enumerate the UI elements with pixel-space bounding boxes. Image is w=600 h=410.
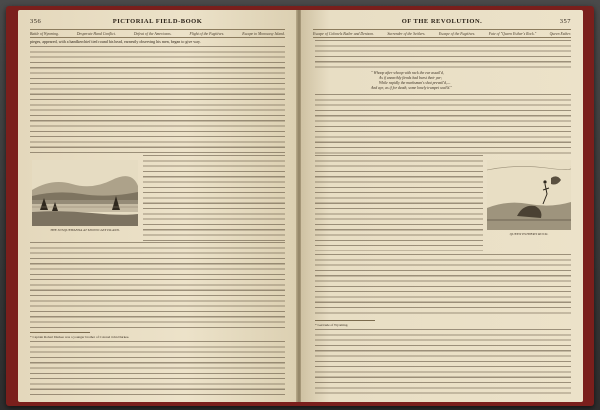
right-body-wrap-text	[315, 155, 483, 251]
right-subhead: Fate of "Queen Esther's Rock."	[488, 31, 537, 36]
left-running-head	[30, 18, 285, 28]
left-footnotes	[30, 341, 285, 396]
left-body-text-block	[30, 46, 285, 154]
verse-block	[371, 71, 561, 91]
footnote-rule	[30, 332, 90, 333]
left-body-text-lower	[30, 242, 285, 328]
right-running-head	[313, 18, 571, 28]
queen-esthers-rock-engraving	[487, 160, 571, 230]
left-subheads	[30, 29, 285, 38]
left-subhead: Battle of Wyoming.	[30, 31, 59, 36]
left-page-number: 356	[30, 18, 42, 25]
left-figure-caption: THE SUSQUEHANNA AT MONOCASY ISLAND.	[50, 228, 120, 232]
right-subhead: Surrender of the Settlers.	[387, 31, 426, 36]
left-page	[18, 10, 297, 402]
left-running-title: PICTORIAL FIELD-BOOK	[112, 18, 203, 25]
right-page	[301, 10, 583, 402]
right-body-text-lower	[315, 254, 571, 316]
right-figure-caption: QUEEN ESTHER'S ROCK.	[509, 232, 549, 236]
verse-line: " Whoop after whoop with rack the ear assail'd,	[371, 71, 444, 75]
left-body-wrap-text	[143, 155, 285, 241]
right-subhead: Queen Esther.	[549, 31, 571, 36]
verse-line: As if unearthly fiends had burst their yar;	[379, 76, 443, 80]
left-subhead: Escape to Monocasy Island.	[242, 31, 285, 36]
left-opening-line: pieges, appeared, with a handkerchief tied round his head, earnestly observing his men, began to give way.	[30, 39, 201, 44]
right-footnote-lead: * Gertrude of Wyoming.	[315, 323, 349, 327]
left-subhead: Defeat of the Americans.	[133, 31, 172, 36]
right-subhead: Escape of the Fugitives.	[438, 31, 476, 36]
right-subhead: Escape of Colonels Butler and Denison.	[313, 31, 374, 36]
left-subhead: Flight of the Fugitives.	[189, 31, 225, 36]
susquehanna-engraving	[32, 160, 138, 226]
right-running-title: OF THE REVOLUTION.	[401, 18, 483, 25]
right-body-text-mid	[315, 94, 571, 154]
right-page-number: 357	[559, 18, 571, 25]
right-subheads	[313, 29, 571, 38]
verse-line: While rapidly the marksman's shot prevail'd,—	[379, 81, 451, 85]
right-body-text-top	[315, 40, 571, 68]
right-footnotes	[315, 329, 571, 395]
footnote-rule	[315, 320, 375, 321]
left-footnote-lead: * Captain Robert Durkee was a younger brother of Colonel John Durkee.	[30, 335, 130, 339]
verse-line: And aye, as if for death, some lonely trumpet wail'd."	[371, 86, 452, 90]
left-subhead: Desperate Hand Conflict.	[76, 31, 116, 36]
